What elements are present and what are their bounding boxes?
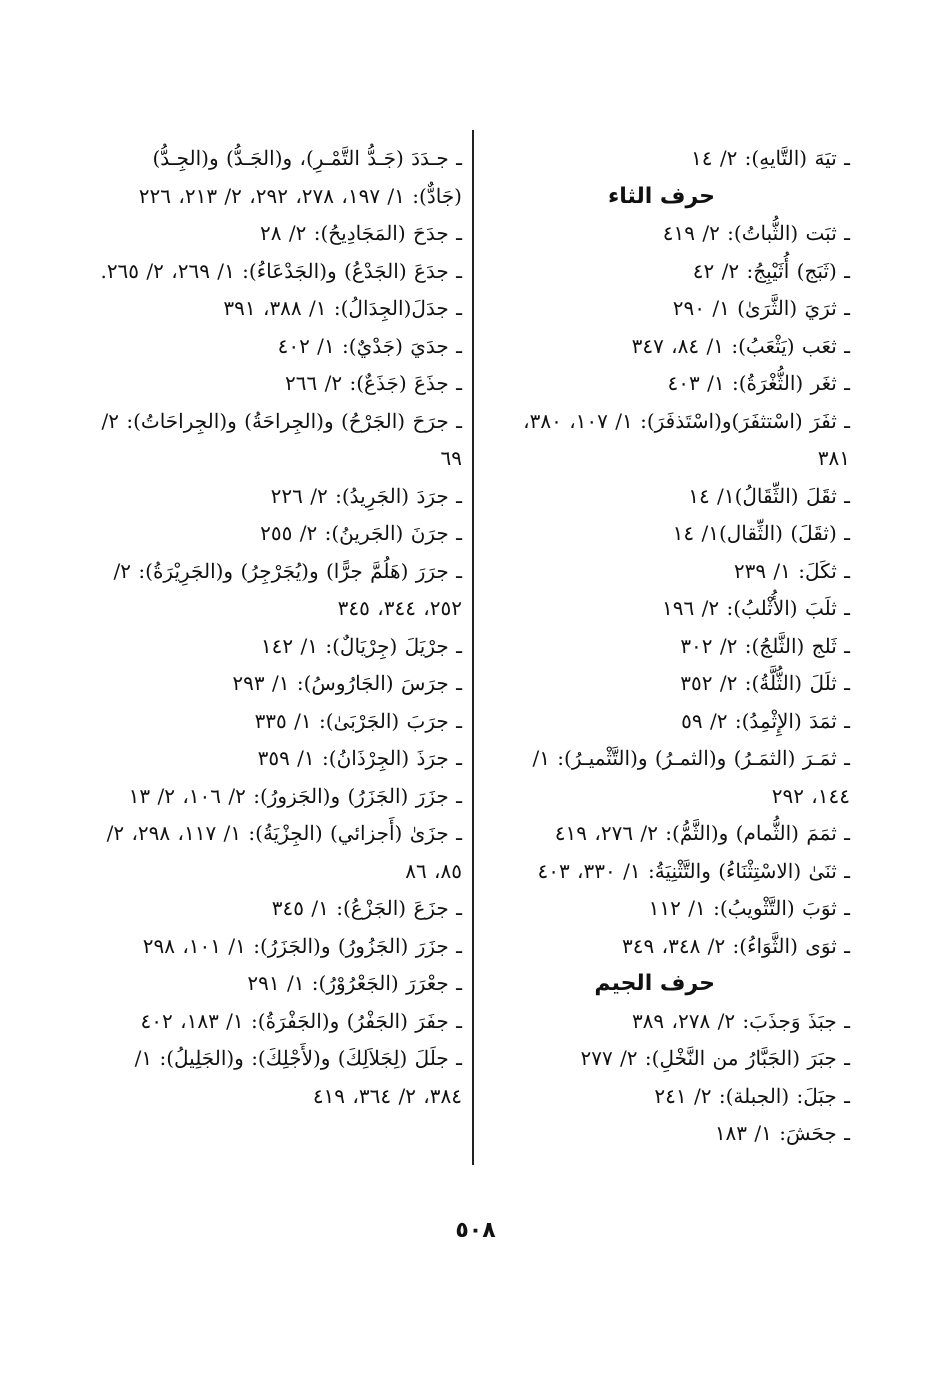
index-entry: ـ جدَعَ (الجَدْعُ) و(الجَدْعَاءُ): ١/ ٢٦٩، ٢/ ٢٦٥.: [100, 258, 462, 283]
index-entry: ـ جرْيَلَ (جِرْيَالٌ): ١/ ١٤٢: [260, 633, 462, 658]
index-entry: ـ جلَلَ (لِجَلاَلِكَ) و(لأَجْلِكَ): و(الجَلِيلُ): ١/ ٣٨٤، ٢/ ٣٦٤، ٤١٩: [134, 1046, 462, 1108]
index-entry: ـ جرَحَ (الجَرْحُ) و(الجِراحَةُ) و(الجِراحَاتُ): ٢/ ٦٩: [101, 408, 462, 470]
index-entry: ـ ثفَرَ (اسْتثفَرَ)و(اسْتَذفَرَ): ١/ ١٠٧، ٣٨٠، ٣٨١: [523, 408, 850, 470]
index-entry: ـ جرَنَ (الجَرينُ): ٢/ ٢٥٥: [260, 521, 462, 545]
index-entry: ـ ثوَبَ (التَّثْويبُ): ١/ ١١٢: [648, 896, 850, 920]
index-entry: ـ جدَحَ (المَجَادِيحُ): ٢/ ٢٨: [260, 221, 462, 245]
index-entry: ـ جعْرَرَ (الجَعْرُوْرُ): ١/ ٢٩١: [247, 971, 462, 995]
column-divider: [472, 130, 474, 1165]
page-number: ٥٠٨: [455, 1218, 496, 1243]
index-entry: ـ جدَلَ(الجِدَالُ): ١/ ٣٨٨، ٣٩١: [223, 296, 462, 320]
index-entry: ـ ثنَىٰ (الاسْتِثْنَاءُ) والتَّثْنِيَةُ: ١/ ٣٣٠، ٤٠٣: [537, 858, 850, 883]
right-column: [490, 140, 850, 1153]
index-entry: ـ جذَعَ (جَذَعٌ): ٢/ ٢٦٦: [285, 371, 462, 395]
section-heading: حرف الجيم: [594, 971, 715, 996]
index-entry: ـ جزَرَ (الجَزَرُ) و(الجَزورُ): ٢/ ١٠٦، ٢/ ١٣: [128, 783, 462, 808]
index-entry: ـ جزَرَ (الجَزُورُ) و(الجَزَرُ): ١/ ١٠١، ٢٩٨: [142, 933, 462, 958]
index-entry: ـ ثكَلَ: ١/ ٢٣٩: [733, 558, 850, 583]
index-entry: ـ جبَرَ (الجَبَّارُ من النَّخْلِ): ٢/ ٢٧٧: [580, 1046, 850, 1070]
index-entry: ـ ثبَت (الثُّباتُ): ٢/ ٤١٩: [662, 221, 850, 245]
index-entry: ـ ثغَر (الثُّغْرَةُ): ١/ ٤٠٣: [667, 371, 850, 395]
index-entry: ـ جفَرَ (الجَفْرُ) و(الجَفْرَةُ): ١/ ١٨٣، ٤٠٢: [140, 1008, 462, 1033]
index-entry: ـ ثمَمَ (الثُّمام) و(الثَّمُّ): ٢/ ٢٧٦، ٤١٩: [554, 821, 850, 845]
index-entry: ـ جرَبَ (الجَرْبَىٰ): ١/ ٣٣٥: [254, 708, 462, 733]
index-entry: ـ ثَلج (الثَّلجُ): ٢/ ٣٠٢: [680, 633, 850, 658]
index-entry: ـ جدَيَ (جَدْيٌ): ١/ ٤٠٢: [277, 333, 462, 358]
index-entry: ـ جزَعَ (الجَزْعُ): ١/ ٣٤٥: [271, 896, 462, 920]
index-entry: ـ ثعَب (يَثْعَبُ): ١/ ٨٤، ٣٤٧: [631, 333, 850, 358]
index-entry: ـ جبَلَ: (الجبلة): ٢/ ٢٤١: [654, 1083, 850, 1108]
index-entry: ـ ثمَـرَ (الثمَـرُ) و(الثمـرُ) و(التَّثْميـرُ): ١/ ١٤٤، ٢٩٢: [532, 746, 850, 808]
index-entry: ـ ثقَلَ (الثِّقَالُ)١/ ١٤: [688, 483, 850, 508]
index-entry: ـ ثرَيَ (الثَّرَىٰ) ١/ ٢٩٠: [672, 296, 850, 320]
left-column: [100, 140, 462, 1115]
index-entry: ـ ثلَلَ (الثُّلَّةُ): ٢/ ٣٥٢: [680, 671, 850, 695]
index-entry: ـ ثوَى (الثَّوَاءُ): ٢/ ٣٤٨، ٣٤٩: [622, 933, 850, 958]
index-entry: ـ (ثقَلَ) (الثِّقال)١/ ١٤: [672, 521, 850, 545]
index-entry: ـ تيَهَ (التَّايهِ): ٢/ ١٤: [690, 146, 850, 170]
index-entry: ـ جرَرَ (هَلُمَّ جرًّا) و(يُجَرْجِرُ) و(الجَرِيْرَةُ): ٢/ ٢٥٢، ٣٤٤، ٣٤٥: [113, 558, 462, 620]
index-entry: ـ جبَذَ وَجذَبَ: ٢/ ٢٧٨، ٣٨٩: [631, 1008, 850, 1033]
index-entry: ـ جحَشَ: ١/ ١٨٣: [714, 1121, 850, 1145]
section-heading: حرف الثاء: [607, 183, 715, 209]
index-entry: ـ جرَذَ (الجِرْذَانُ): ١/ ٣٥٩: [257, 746, 462, 770]
index-entry: ـ ثلَبَ (الأُثْلبُ): ٢/ ١٩٦: [662, 596, 850, 620]
index-entry: ـ جزَىٰ (أَجزائي) (الجِزْيَةُ): ١/ ١١٧، ٢٩٨، ٢/ ٨٥، ٨٦: [106, 821, 462, 883]
index-entry: ـ ثمَدَ (الإِثْمِدُ): ٢/ ٥٩: [681, 708, 850, 733]
index-entry: ـ جرَسَ (الجَارُوسُ): ١/ ٢٩٣: [232, 671, 462, 695]
index-entry: ـ جرَدَ (الجَرِيدُ): ٢/ ٢٢٦: [270, 483, 462, 508]
index-entry: ـ جـدَدَ (جَـدُّ التَّمْـرِ)، و(الجَـدُّ) و(الجِـدُّ) (جَادٌّ): ١/ ١٩٧، ٢٧٨، ٢٩٢، ٢/ ٢١٣، ٢٢٦: [138, 146, 462, 208]
index-entry: ـ (ثَبَج) أُثَيْبِجُ: ٢/ ٤٢: [692, 258, 850, 283]
